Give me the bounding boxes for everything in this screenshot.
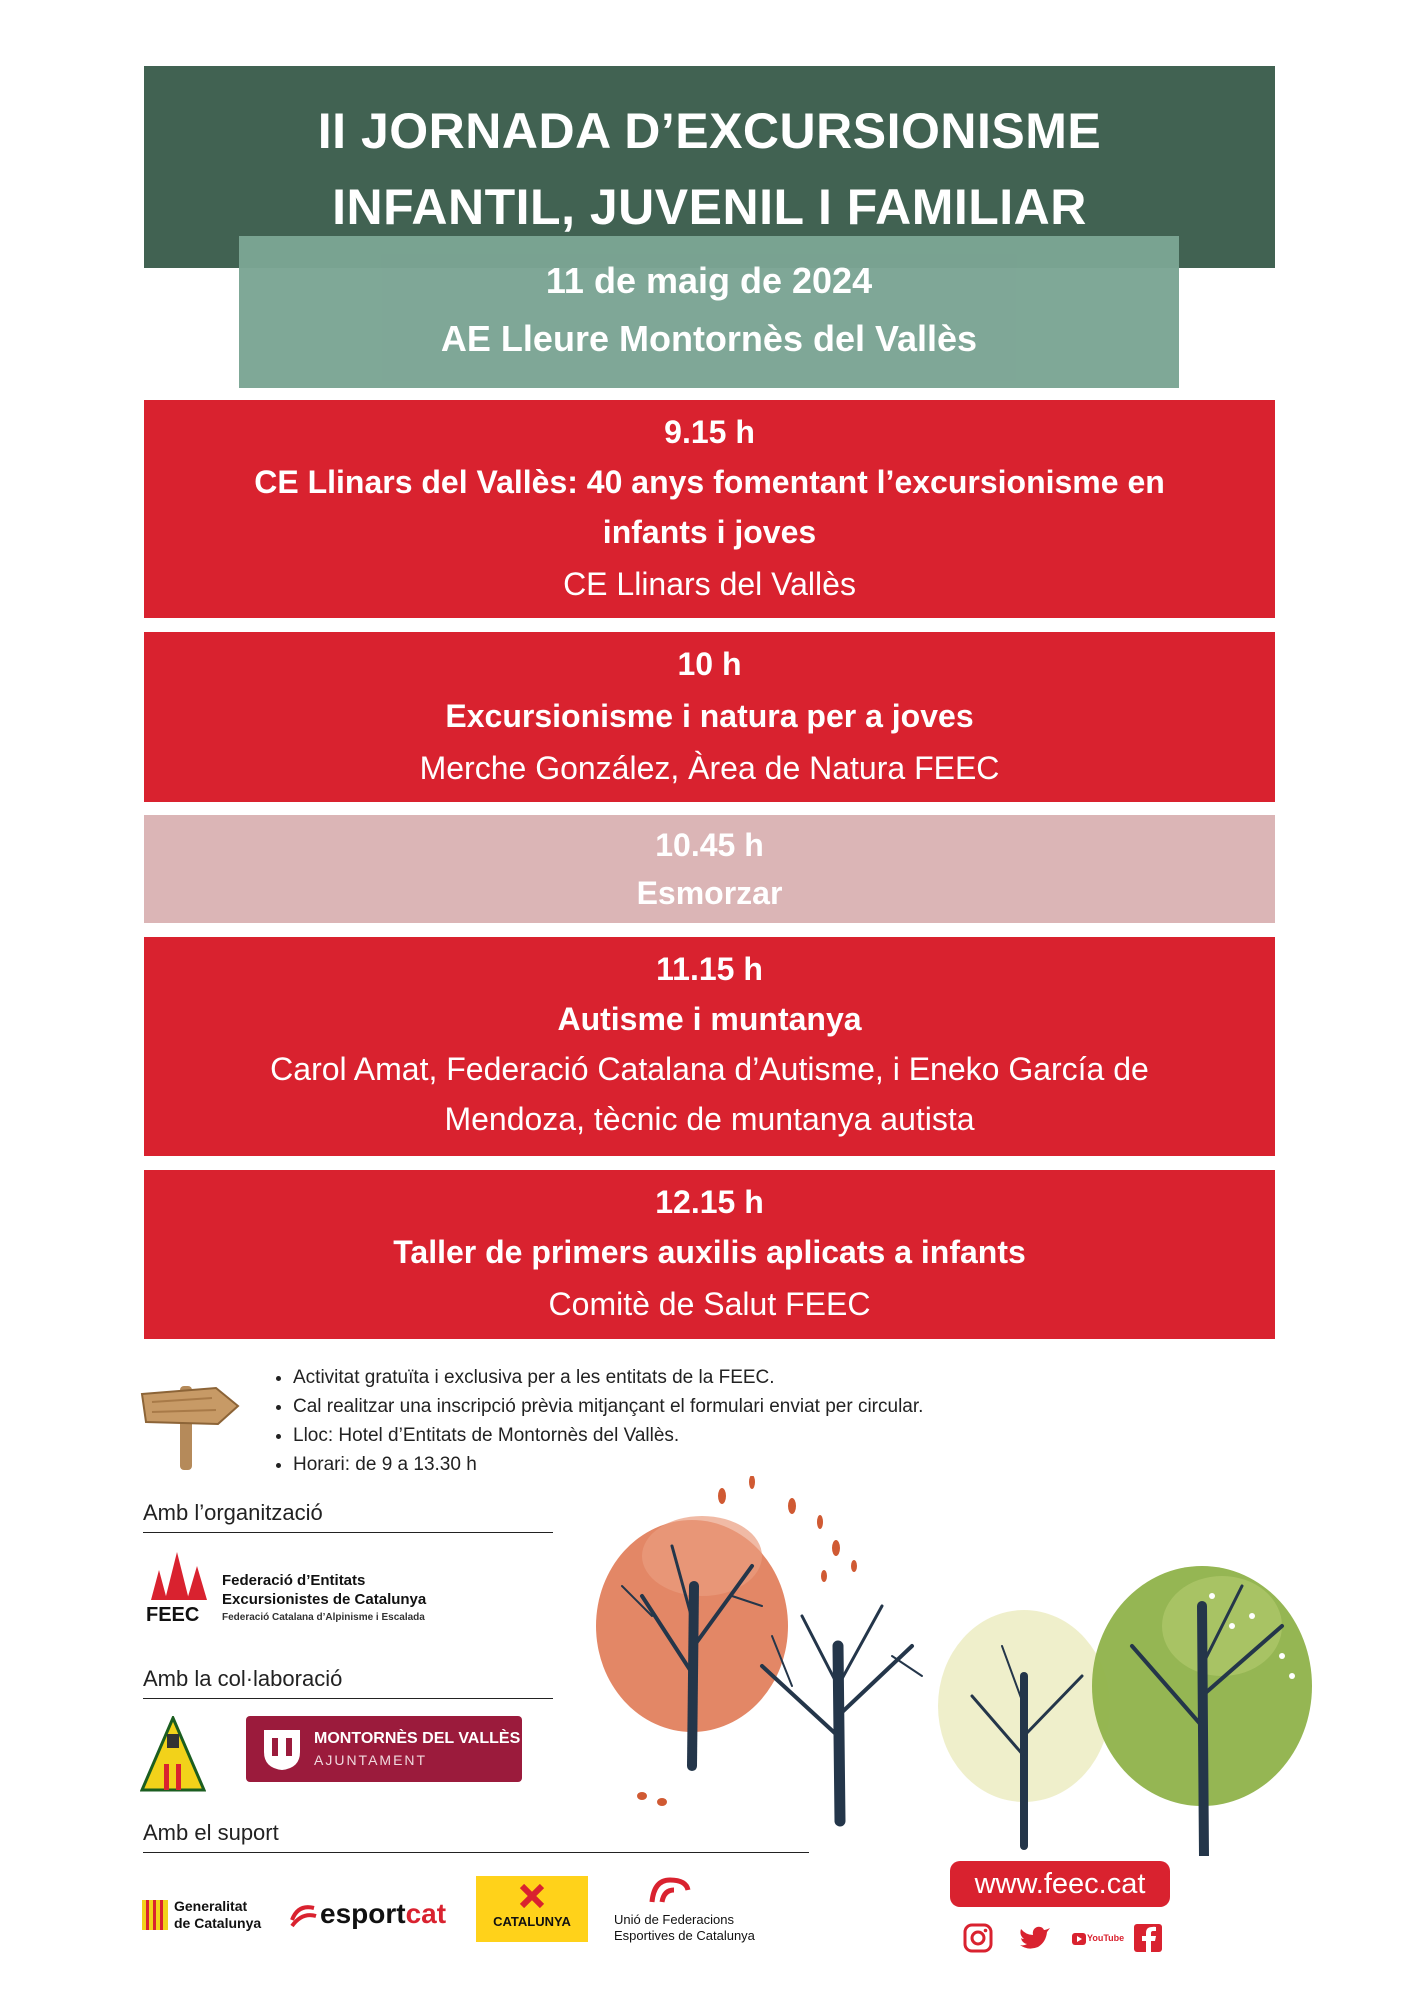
session-time: 10.45 h xyxy=(655,827,764,863)
instagram-icon[interactable] xyxy=(962,1922,994,1954)
esportcat-text-b: cat xyxy=(405,1898,447,1929)
session-title: Esmorzar xyxy=(636,875,783,911)
session-time: 9.15 h xyxy=(664,414,755,450)
catalunya-logo xyxy=(476,1876,588,1942)
event-venue: AE Lleure Montornès del Vallès xyxy=(440,318,978,359)
session-speaker: Comitè de Salut FEEC xyxy=(548,1286,871,1322)
twitter-icon[interactable] xyxy=(1018,1924,1052,1952)
youtube-icon[interactable] xyxy=(1072,1928,1125,1950)
session-title: CE Llinars del Vallès: 40 anys fomentant l’excursionisme en xyxy=(254,464,1165,500)
club-shield-logo xyxy=(140,1716,206,1792)
esportcat-swirl-icon xyxy=(288,1900,318,1930)
info-item: • Horari: de 9 a 13.30 h xyxy=(293,1450,923,1479)
ufec-line2: Esportives de Catalunya xyxy=(614,1928,755,1943)
info-item: • Cal realitzar una inscripció prèvia mitjançant el formulari enviat per circular. xyxy=(293,1392,923,1421)
catalunya-text: CATALUNYA xyxy=(493,1914,571,1929)
session-card xyxy=(144,400,1275,618)
feec-name-line3: Federació Catalana d’Alpinisme i Escalada xyxy=(222,1612,425,1623)
session-card xyxy=(144,937,1275,1156)
feec-name-line1: Federació d’Entitats xyxy=(222,1572,366,1589)
section-collaboration: Amb la col·laboració xyxy=(143,1666,343,1691)
info-item: • Activitat gratuïta i exclusiva per a les entitats de la FEEC. xyxy=(293,1363,923,1392)
signpost-icon xyxy=(138,1372,246,1472)
generalitat-emblem-icon xyxy=(140,1898,170,1932)
event-date: 11 de maig de 2024 xyxy=(545,260,873,301)
montornes-crest-icon xyxy=(260,1726,304,1772)
section-support: Amb el suport xyxy=(143,1820,279,1845)
session-title: Autisme i muntanya xyxy=(557,1001,862,1037)
session-speaker: Carol Amat, Federació Catalana d’Autisme, i Eneko García de xyxy=(270,1051,1149,1087)
title-line-2: INFANTIL, JUVENIL I FAMILIAR xyxy=(332,179,1087,235)
esportcat-text-a: esport xyxy=(320,1898,406,1929)
youtube-label: YouTube xyxy=(1087,1933,1125,1943)
session-time: 12.15 h xyxy=(655,1184,764,1220)
youtube-play-icon xyxy=(1072,1933,1086,1945)
feec-acronym: FEEC xyxy=(146,1604,200,1626)
section-organization: Amb l’organització xyxy=(143,1500,323,1525)
session-card xyxy=(144,632,1275,802)
date-venue-banner xyxy=(239,236,1179,388)
facebook-icon[interactable] xyxy=(1134,1924,1162,1952)
info-list xyxy=(265,1363,923,1479)
session-time: 10 h xyxy=(677,646,742,682)
montornes-subtitle: AJUNTAMENT xyxy=(314,1752,428,1768)
trees-illustration xyxy=(592,1476,1336,1856)
montornes-name: MONTORNÈS DEL VALLÈS xyxy=(314,1730,521,1747)
session-speaker: Mendoza, tècnic de muntanya autista xyxy=(444,1101,975,1137)
generalitat-line1: Generalitat xyxy=(174,1898,248,1914)
montornes-logo xyxy=(246,1716,522,1782)
divider xyxy=(143,1698,553,1699)
feec-name-line2: Excursionistes de Catalunya xyxy=(222,1591,427,1608)
session-card xyxy=(144,1170,1275,1339)
session-speaker: CE Llinars del Vallès xyxy=(563,566,856,602)
session-title: Excursionisme i natura per a joves xyxy=(445,698,974,734)
website-link[interactable]: www.feec.cat xyxy=(950,1861,1170,1907)
title-line-1: II JORNADA D’EXCURSIONISME xyxy=(317,103,1102,159)
info-item: • Lloc: Hotel d’Entitats de Montornès del Vallès. xyxy=(293,1421,923,1450)
session-speaker: Merche González, Àrea de Natura FEEC xyxy=(419,750,1000,786)
session-title: infants i joves xyxy=(602,514,817,550)
session-title: Taller de primers auxilis aplicats a infants xyxy=(393,1234,1026,1270)
ufec-emblem-icon xyxy=(648,1876,692,1906)
generalitat-line2: de Catalunya xyxy=(174,1915,262,1931)
ufec-line1: Unió de Federacions xyxy=(614,1912,734,1927)
session-time: 11.15 h xyxy=(656,951,763,987)
break-card xyxy=(144,815,1275,923)
divider xyxy=(143,1532,553,1533)
esportcat-logo xyxy=(320,1898,446,1930)
catalunya-x-icon xyxy=(518,1884,546,1908)
